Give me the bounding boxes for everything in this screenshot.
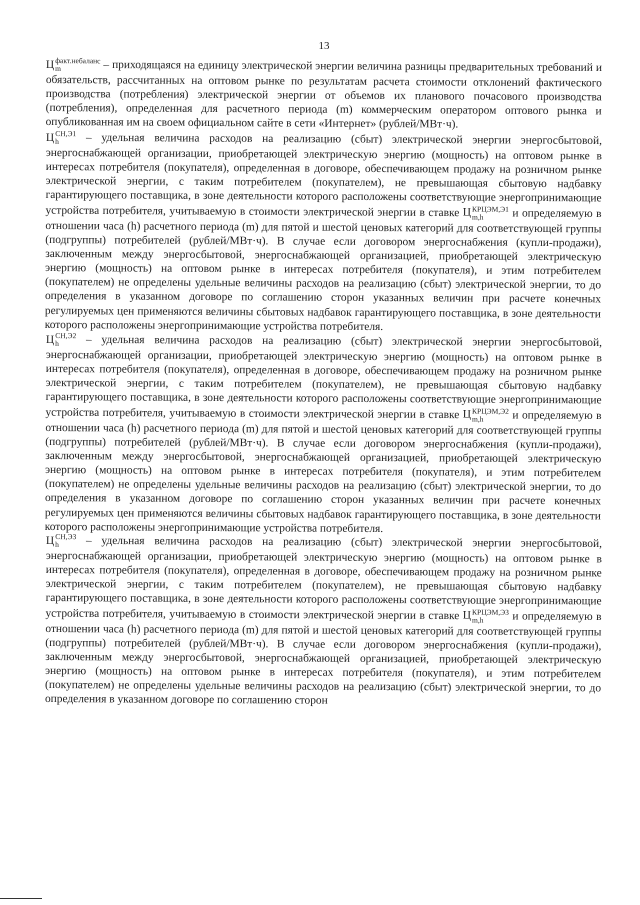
paragraph-text: – удельная величина расходов на реализацию (сбыт) электрической энергии энергосбытовой, энергоснабжающей организации, приобретающей электрическую энергию (мощность) на оптовом рынке в интересах потребителя (покупателя), определенная в договоре, обеспечивающем продажу на розничном рынке электрической энергии, с таким потребителем (покупателем), не превышающая сбытовую надбавку гарантирующего поставщика, в зоне деятельности которого расположены соответствующие энергопринимающие устройства потребителя, учитываемую в стоимости электрической энергии в ставке [45, 131, 602, 219]
definition-paragraph-fact-imbalance [46, 57, 602, 133]
inline-symbol-subscript: m,h [471, 615, 484, 625]
symbol-subscript: h [55, 540, 59, 550]
formula-symbol: Ц СН,Э3 h [45, 532, 77, 550]
symbol-superscript: СН,Э2 [55, 330, 77, 340]
symbol-superscript: СН,Э3 [55, 532, 77, 542]
formula-symbol: Ц СН,Э1 h [45, 128, 77, 146]
inline-symbol-superscript: КРЦЭМ,Э2 [472, 405, 509, 415]
symbol-subscript: m [55, 64, 62, 74]
inline-formula-symbol: Ц КРЦЭМ,Э2 m,h [462, 405, 509, 423]
inline-symbol-subscript: m,h [471, 211, 484, 221]
paragraph-text-continued: и определяемую в отношении часа (h) расчетного периода (m) для пятой и шестой ценовых категорий для соответствующей группы (подгруппы) потребителей (рублей/МВт·ч). В случае если договором энергоснабжения (купли-продажи), заключенным между энергосбытовой, энергоснабжающей организацией, приобретающей электрическую энергию (мощность) на оптовом рынке в интересах потребителя (покупателя), и этим потребителем (покупателем) не определены удельные величины расходов на реализацию (сбыт) электрической энергии, то до определения в указанном договоре по соглашению сторон указанных величин при расчете конечных регулируемых цен применяются величины сбытовых надбавок гарантирующего поставщика, в зоне деятельности которого расположены энергопринимающие устройства потребителя. [44, 408, 602, 535]
formula-symbol: Ц факт.небаланс m [45, 56, 101, 74]
definition-paragraph-sn-e3 [45, 533, 602, 710]
paragraph-text: – удельная величина расходов на реализацию (сбыт) электрической энергии энергосбытовой, энергоснабжающей организации, приобретающей электрическую энергию (мощность) на оптовом рынке в интересах потребителя (покупателя), определенная в договоре, обеспечивающем продажу на розничном рынке электрической энергии, с таким потребителем (покупателем), не превышающая сбытовую надбавку гарантирующего поставщика, в зоне деятельности которого расположены соответствующие энергопринимающие устройства потребителя, учитываемую в стоимости электрической энергии в ставке [45, 535, 602, 623]
formula-symbol: Ц СН,Э2 h [45, 330, 77, 348]
paragraph-text: – удельная величина расходов на реализацию (сбыт) электрической энергии энергосбытовой, энергоснабжающей организации, приобретающей электрическую энергию (мощность) на оптовом рынке в интересах потребителя (покупателя), определенная в договоре, обеспечивающем продажу на розничном рынке электрической энергии, с таким потребителем (покупателем), не превышающая сбытовую надбавку гарантирующего поставщика, в зоне деятельности которого расположены соответствующие энергопринимающие устройства потребителя, учитываемую в стоимости электрической энергии в ставке [45, 333, 602, 421]
inline-symbol-superscript: КРЦЭМ,Э1 [472, 203, 509, 214]
inline-symbol-subscript: m,h [471, 413, 484, 423]
page-number: 13 [318, 40, 330, 52]
symbol-subscript: h [55, 136, 59, 146]
inline-symbol-superscript: КРЦЭМ,Э3 [472, 607, 509, 617]
paragraph-text-continued: и определяемую в отношении часа (h) расчетного периода (m) для пятой и шестой ценовых категорий для соответствующей группы (подгруппы) потребителей (рублей/МВт·ч). В случае если договором энергоснабжения (купли-продажи), заключенным между энергосбытовой, энергоснабжающей организацией, приобретающей электрическую энергию (мощность) на оптовом рынке в интересах потребителя (покупателя), и этим потребителем (покупателем) не определены удельные величины расходов на реализацию (сбыт) электрической энергии, то до определения в указанном договоре по соглашению сторон указанных величин при расчете конечных регулируемых цен применяются величины сбытовых надбавок гарантирующего поставщика, в зоне деятельности которого расположены энергопринимающие устройства потребителя. [44, 206, 602, 333]
definition-paragraph-sn-e2 [45, 332, 602, 537]
footnote-divider [0, 898, 42, 899]
inline-formula-symbol: Ц КРЦЭМ,Э3 m,h [462, 607, 509, 625]
inline-formula-symbol: Ц КРЦЭМ,Э1 m,h [462, 203, 509, 221]
definition-paragraph-sn-e1 [45, 130, 602, 335]
paragraph-text: – приходящаяся на единицу электрической энергии величина разницы предварительных требований и обязательств, рассчитанных на оптовом рынке по результатам расчета стоимости отклонений фактического производства (потребления) электрической энергии от объемов их планового почасового производства (потребления), определенная для расчетного периода (m) коммерческим оператором оптового рынка и опубликованная им на своем официальном сайте в сети «Интернет» (рублей/МВт·ч). [45, 58, 602, 131]
symbol-superscript: факт.небаланс [55, 56, 101, 66]
paragraph-text-continued: и определяемую в отношении часа (h) расчетного периода (m) для пятой и шестой ценовых категорий для соответствующей группы (подгруппы) потребителей (рублей/МВт·ч). В случае если договором энергоснабжения (купли-продажи), заключенным между энергосбытовой, энергоснабжающей организацией, приобретающей электрическую энергию (мощность) на оптовом рынке в интересах потребителя (покупателя), и этим потребителем (покупателем) не определены удельные величины расходов на реализацию (сбыт) электрической энергии, то до определения в указанном договоре по соглашению сторон [44, 610, 602, 708]
symbol-superscript: СН,Э1 [55, 128, 77, 138]
symbol-subscript: h [55, 338, 59, 348]
